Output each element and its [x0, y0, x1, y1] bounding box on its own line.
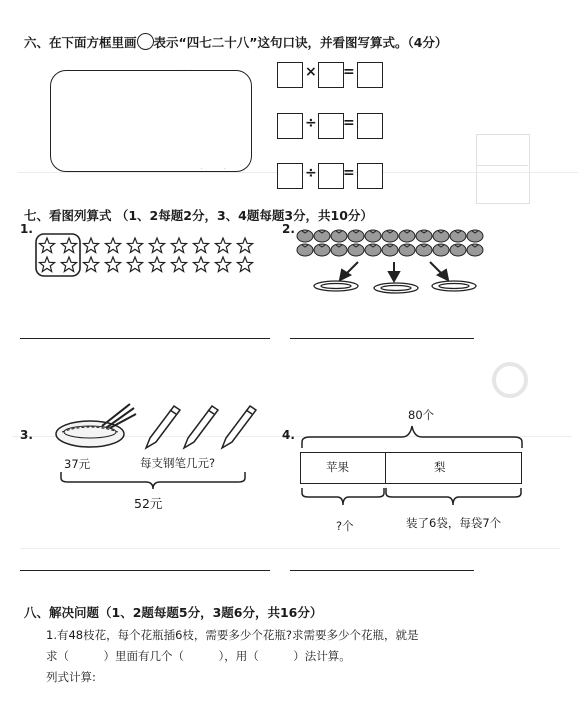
star-icon [237, 257, 252, 272]
tomato-icon [382, 244, 398, 256]
bleed-line [20, 548, 560, 549]
equals-sign: = [343, 165, 355, 181]
tomato-icon [348, 244, 364, 256]
q3-number: 3. [20, 428, 33, 442]
total-price-label: 52元 [134, 496, 163, 511]
tomato-icon [467, 230, 483, 242]
star-icon [215, 257, 230, 272]
apple-label: 苹果 [326, 460, 349, 474]
tomato-icon [331, 244, 347, 256]
answer-line [290, 338, 474, 339]
answer-box[interactable] [318, 113, 344, 139]
star-icon [39, 238, 54, 253]
bleed-text: · · [200, 164, 227, 175]
tomato-icon [399, 230, 415, 242]
tomato-icon [297, 244, 313, 256]
answer-box[interactable] [277, 163, 303, 189]
pear-brace-icon [384, 486, 523, 508]
tomato-icon [467, 244, 483, 256]
star-icon [215, 238, 230, 253]
circle-icon [137, 33, 154, 50]
pen-question-label: 每支钢笔几元? [140, 456, 216, 470]
star-icon [193, 238, 208, 253]
tomato-icon [399, 244, 415, 256]
answer-box[interactable] [318, 62, 344, 88]
star-icon [149, 257, 164, 272]
total-brace-icon [58, 470, 248, 492]
total-count-label: 80个 [408, 408, 435, 422]
answer-line [20, 338, 270, 339]
tomato-icon [297, 230, 313, 242]
bleed-recycle-mark [492, 362, 528, 398]
answer-line [290, 570, 474, 571]
section8-title: 八、解决问题（1、2题每题5分，3题6分，共16分） [24, 605, 323, 620]
tomato-icon [365, 244, 381, 256]
q4-number: 4. [282, 428, 295, 442]
bag-note-label: 装了6袋，每袋7个 [406, 516, 502, 530]
star-icon [83, 257, 98, 272]
pear-bar [384, 452, 522, 484]
star-icon [61, 238, 76, 253]
star-icon [171, 257, 186, 272]
tomato-icon [433, 244, 449, 256]
star-icon [171, 238, 186, 253]
tomato-icon [416, 230, 432, 242]
stars-figure [32, 230, 260, 280]
problem1-line3: 列式计算: [46, 670, 96, 684]
tomato-icon [382, 230, 398, 242]
star-icon [105, 257, 120, 272]
star-icon [127, 257, 142, 272]
case-price-label: 37元 [64, 457, 91, 471]
answer-box[interactable] [277, 113, 303, 139]
problem1-line2: 求（ ）里面有几个（ ），用（ ）法计算。 [46, 649, 351, 663]
divide-sign: ÷ [305, 165, 317, 181]
answer-box[interactable] [318, 163, 344, 189]
answer-box[interactable] [357, 113, 383, 139]
answer-line [20, 570, 270, 571]
equals-sign: = [343, 64, 355, 80]
star-icon [237, 238, 252, 253]
tomato-icon [314, 230, 330, 242]
star-icon [83, 238, 98, 253]
pear-label: 梨 [434, 460, 446, 474]
divide-sign: ÷ [305, 115, 317, 131]
star-icon [193, 257, 208, 272]
drawing-box[interactable] [50, 70, 252, 172]
apple-brace-icon [300, 486, 386, 508]
tomatoes-figure [296, 228, 496, 298]
tomato-icon [365, 230, 381, 242]
problem1-line1: 1.有48枝花，每个花瓶插6枝，需要多少个花瓶?求需要多少个花瓶，就是 [46, 628, 419, 642]
tomato-icon [433, 230, 449, 242]
pencil-case-icon [52, 402, 142, 452]
section7-title: 七、看图列算式 （1、2每题2分，3、4题每题3分，共10分） [24, 208, 373, 223]
tomato-icon [450, 230, 466, 242]
total-brace-icon [300, 422, 524, 450]
star-icon [105, 238, 120, 253]
tomato-icon [416, 244, 432, 256]
q1-number: 1. [20, 222, 33, 236]
answer-box[interactable] [357, 62, 383, 88]
equals-sign: = [343, 115, 355, 131]
star-icon [127, 238, 142, 253]
bleed-text: ·· · · [180, 66, 240, 77]
tomato-icon [314, 244, 330, 256]
tomato-icon [331, 230, 347, 242]
pens-icon [140, 400, 260, 452]
star-icon [149, 238, 164, 253]
star-icon [39, 257, 54, 272]
times-sign: × [305, 64, 317, 80]
tomato-icon [348, 230, 364, 242]
bleed-box [476, 165, 528, 166]
unknown-count-label: ?个 [336, 519, 354, 533]
answer-box[interactable] [277, 62, 303, 88]
star-icon [61, 257, 76, 272]
bleed-box [476, 134, 530, 204]
section6-title: 六、在下面方框里画 表示“四七二十八”这句口诀，并看图写算式。（4分） [24, 35, 448, 50]
q2-number: 2. [282, 222, 295, 236]
tomato-icon [450, 244, 466, 256]
answer-box[interactable] [357, 163, 383, 189]
